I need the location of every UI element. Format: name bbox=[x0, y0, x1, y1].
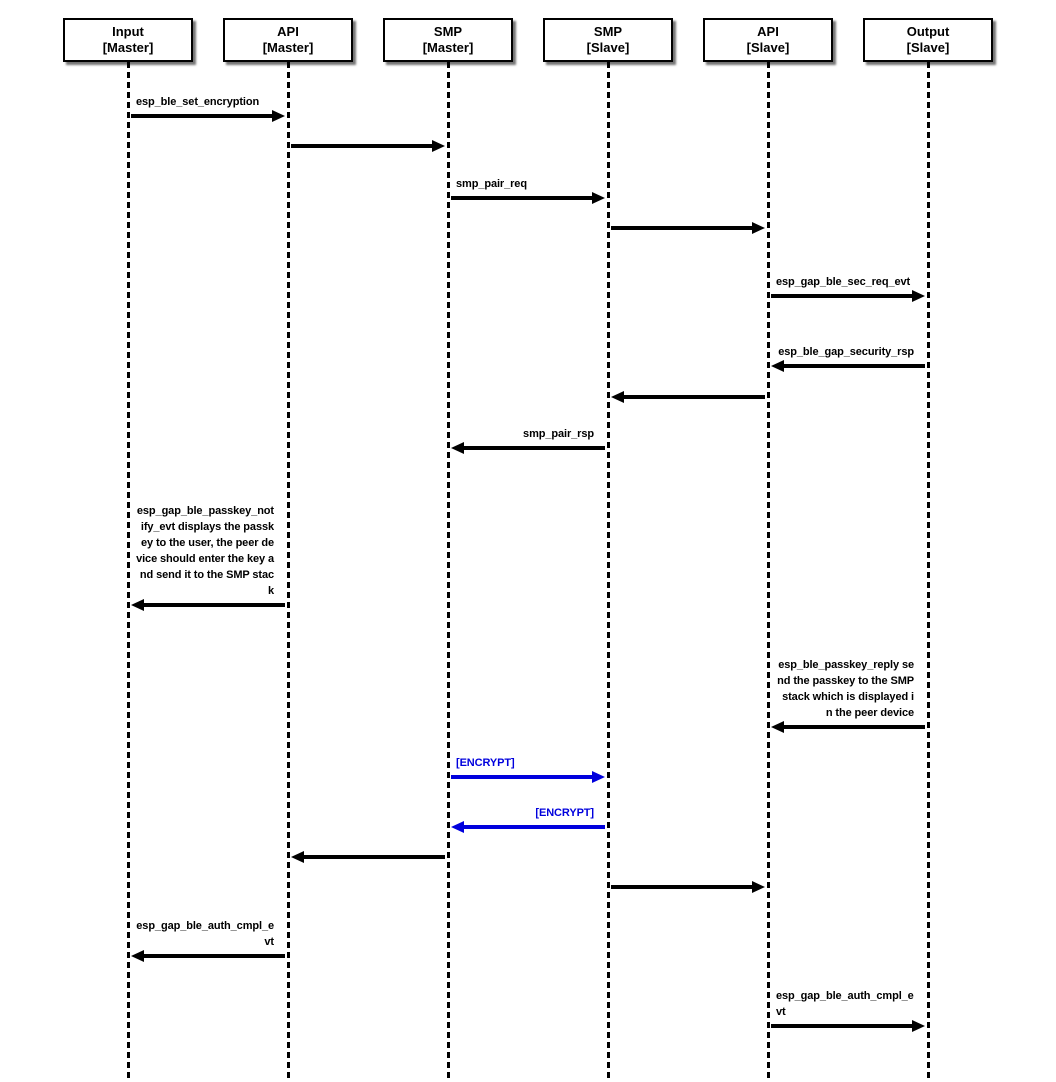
message-arrow-line-9 bbox=[784, 725, 925, 729]
lifeline-api-1 bbox=[287, 62, 290, 1082]
actor-box-api-1 bbox=[223, 18, 353, 62]
arrowhead-icon-13 bbox=[752, 881, 765, 893]
message-arrow-line-0 bbox=[131, 114, 272, 118]
message-arrow-line-1 bbox=[291, 144, 432, 148]
arrowhead-icon-7 bbox=[451, 442, 464, 454]
message-label-11: [ENCRYPT] bbox=[535, 807, 594, 819]
actor-name: Output bbox=[906, 24, 950, 39]
message-arrow-line-8 bbox=[144, 603, 285, 607]
message-arrow-line-13 bbox=[611, 885, 752, 889]
lifeline-smp-2 bbox=[447, 62, 450, 1082]
arrowhead-icon-8 bbox=[131, 599, 144, 611]
arrowhead-icon-0 bbox=[272, 110, 285, 122]
actor-name: SMP bbox=[433, 24, 463, 39]
message-arrow-line-11 bbox=[464, 825, 605, 829]
arrowhead-icon-3 bbox=[752, 222, 765, 234]
arrowhead-icon-1 bbox=[432, 140, 445, 152]
message-arrow-line-7 bbox=[464, 446, 605, 450]
message-label-15: esp_gap_ble_auth_cmpl_evt bbox=[776, 990, 914, 1018]
lifeline-output-5 bbox=[927, 62, 930, 1082]
message-arrow-line-6 bbox=[624, 395, 765, 399]
arrowhead-icon-15 bbox=[912, 1020, 925, 1032]
message-label-8: esp_gap_ble_passkey_notify_evt displays the passkey to the user, the peer device should enter the key and send it to the SMP stack bbox=[136, 505, 274, 597]
message-label-10: [ENCRYPT] bbox=[456, 757, 515, 769]
actor-role: [Slave] bbox=[746, 40, 790, 55]
message-label-7: smp_pair_rsp bbox=[523, 428, 594, 440]
arrowhead-icon-12 bbox=[291, 851, 304, 863]
message-arrow-line-14 bbox=[144, 954, 285, 958]
message-label-14: esp_gap_ble_auth_cmpl_evt bbox=[136, 920, 274, 948]
lifeline-api-4 bbox=[767, 62, 770, 1082]
message-label-2: smp_pair_req bbox=[456, 178, 527, 190]
message-label-9: esp_ble_passkey_reply send the passkey to the SMP stack which is displayed in the peer device bbox=[777, 659, 914, 719]
arrowhead-icon-10 bbox=[592, 771, 605, 783]
actor-role: [Master] bbox=[102, 40, 154, 55]
message-label-5: esp_ble_gap_security_rsp bbox=[778, 346, 914, 358]
actor-role: [Slave] bbox=[586, 40, 630, 55]
arrowhead-icon-11 bbox=[451, 821, 464, 833]
arrowhead-icon-14 bbox=[131, 950, 144, 962]
actor-box-smp-2 bbox=[383, 18, 513, 62]
actor-name: Input bbox=[112, 24, 144, 39]
message-label-0: esp_ble_set_encryption bbox=[136, 96, 260, 108]
lifeline-smp-3 bbox=[607, 62, 610, 1082]
actor-box-smp-3 bbox=[543, 18, 673, 62]
actor-box-input-0 bbox=[63, 18, 193, 62]
actor-box-api-4 bbox=[703, 18, 833, 62]
arrowhead-icon-6 bbox=[611, 391, 624, 403]
arrowhead-icon-5 bbox=[771, 360, 784, 372]
actor-role: [Master] bbox=[262, 40, 314, 55]
lifeline-input-0 bbox=[127, 62, 130, 1082]
message-label-4: esp_gap_ble_sec_req_evt bbox=[776, 276, 911, 288]
arrowhead-icon-4 bbox=[912, 290, 925, 302]
arrowhead-icon-9 bbox=[771, 721, 784, 733]
message-arrow-line-4 bbox=[771, 294, 912, 298]
message-arrow-line-3 bbox=[611, 226, 752, 230]
message-arrow-line-10 bbox=[451, 775, 592, 779]
message-arrow-line-15 bbox=[771, 1024, 912, 1028]
message-arrow-line-5 bbox=[784, 364, 925, 368]
arrowhead-icon-2 bbox=[592, 192, 605, 204]
actor-role: [Slave] bbox=[906, 40, 950, 55]
message-arrow-line-12 bbox=[304, 855, 445, 859]
actor-name: API bbox=[757, 24, 779, 39]
actor-box-output-5 bbox=[863, 18, 993, 62]
actor-role: [Master] bbox=[422, 40, 474, 55]
message-arrow-line-2 bbox=[451, 196, 592, 200]
actor-name: SMP bbox=[593, 24, 623, 39]
actor-name: API bbox=[277, 24, 299, 39]
